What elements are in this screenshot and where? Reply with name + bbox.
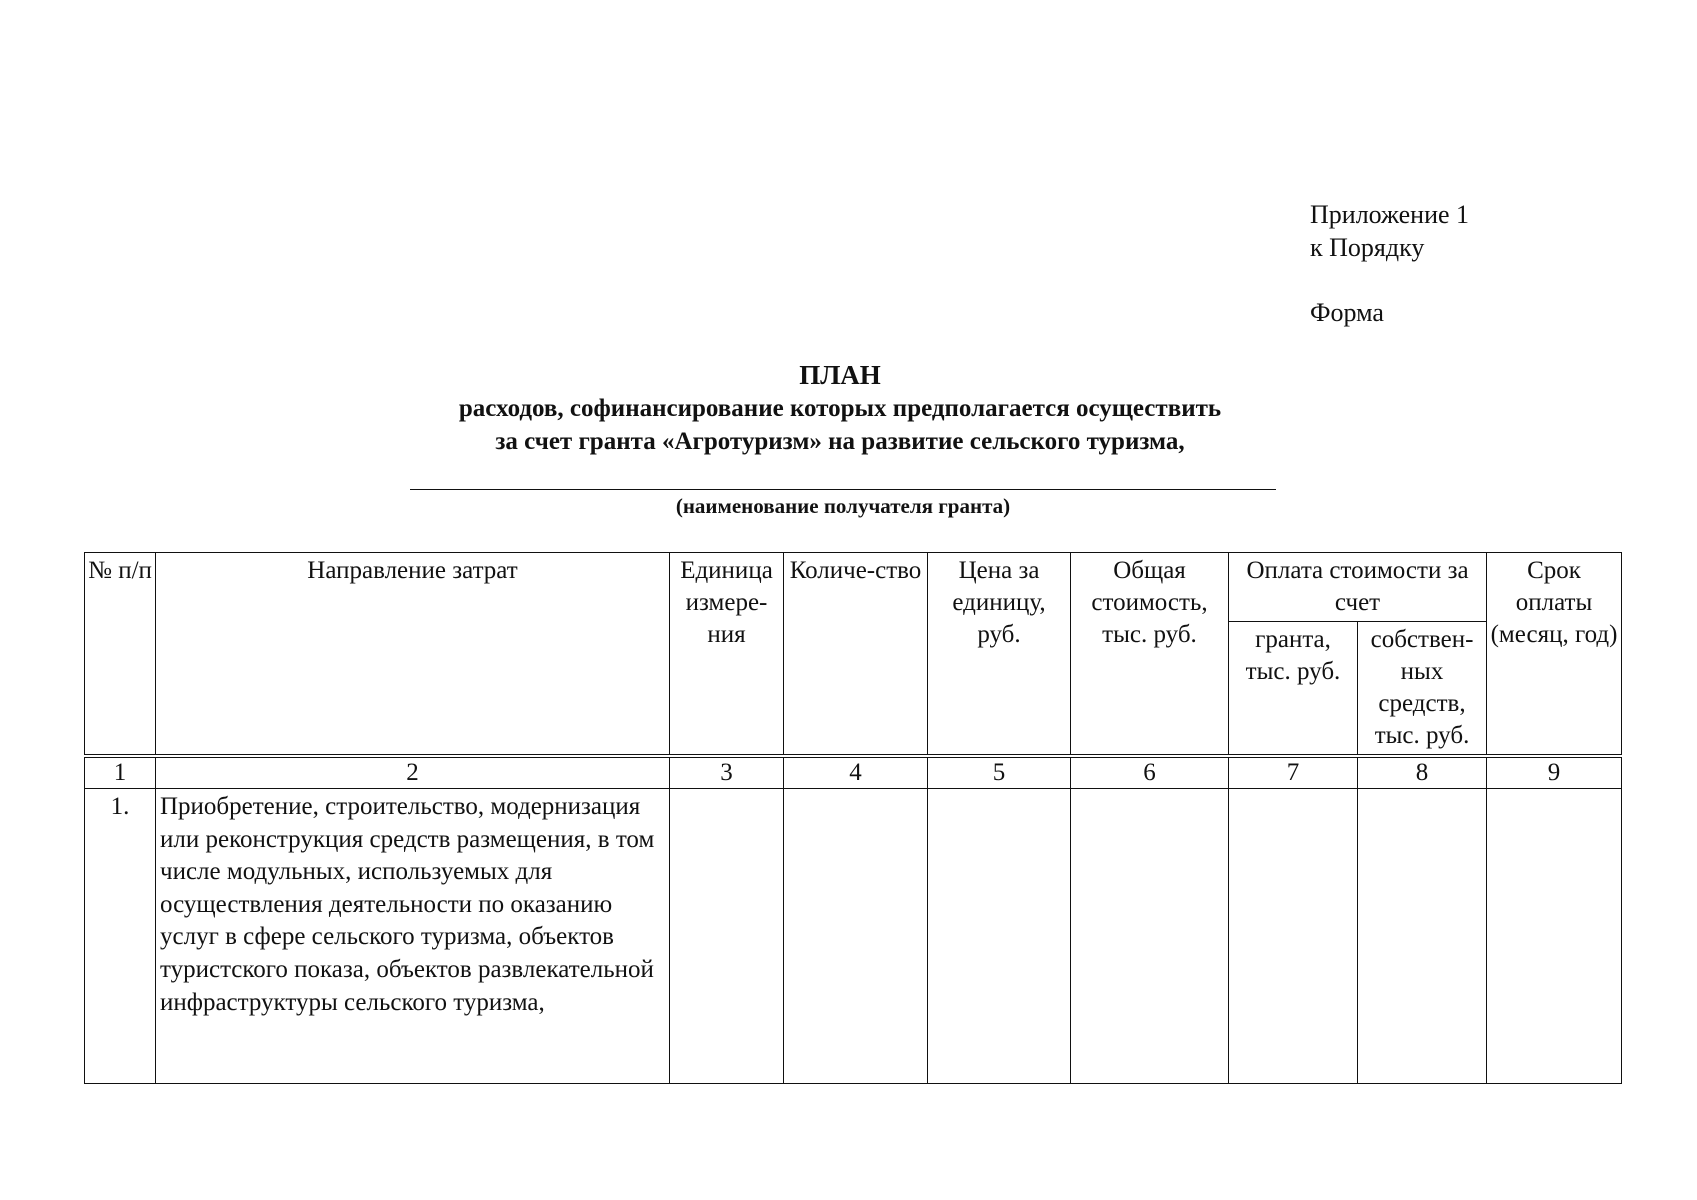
header-term: Срок оплаты (месяц, год) <box>1487 553 1622 757</box>
annex-block <box>1310 198 1469 329</box>
recipient-name-line <box>410 489 1276 490</box>
annex-line-1: Приложение 1 <box>1310 200 1470 229</box>
header-grant: гранта, тыс. руб. <box>1229 622 1358 757</box>
row-total <box>1071 789 1229 1084</box>
row-own-funds <box>1358 789 1487 1084</box>
plan-subtitle-line-2: за счет гранта «Агротуризм» на развитие сельского туризма, <box>495 428 1185 455</box>
annex-line-2: к Порядку <box>1310 233 1425 262</box>
plan-title: ПЛАН <box>799 360 881 390</box>
column-number: 7 <box>1229 756 1358 789</box>
column-number: 9 <box>1487 756 1622 789</box>
table-row <box>85 789 1622 1084</box>
row-num: 1. <box>85 789 156 1084</box>
row-grant <box>1229 789 1358 1084</box>
header-unit: Единица измере-ния <box>670 553 784 757</box>
row-direction: Приобретение, строительство, модернизация или реконструкция средств размещения, в том числе модульных, используемых для осуществления деятельности по оказанию услуг в сфере сельского туризма, объектов туристского показа, объектов развлекательной инфраструктуры сельского туризма, <box>156 789 670 1084</box>
header-price: Цена за единицу, руб. <box>928 553 1071 757</box>
column-number: 1 <box>85 756 156 789</box>
column-number-row <box>85 756 1622 789</box>
header-quantity: Количе-ство <box>784 553 928 757</box>
column-number: 4 <box>784 756 928 789</box>
row-quantity <box>784 789 928 1084</box>
expense-plan-table <box>84 552 1622 1084</box>
header-num: № п/п <box>85 553 156 757</box>
column-number: 2 <box>156 756 670 789</box>
header-total: Общая стоимость, тыс. руб. <box>1071 553 1229 757</box>
form-label: Форма <box>1310 298 1384 327</box>
row-unit <box>670 789 784 1084</box>
header-payment-group: Оплата стоимости за счет <box>1229 553 1487 622</box>
column-number: 8 <box>1358 756 1487 789</box>
column-number: 6 <box>1071 756 1229 789</box>
plan-subtitle-line-1: расходов, софинансирование которых предполагается осуществить <box>458 395 1222 422</box>
header-direction: Направление затрат <box>156 553 670 757</box>
column-number: 3 <box>670 756 784 789</box>
row-term <box>1487 789 1622 1084</box>
header-own-funds: собствен-ных средств, тыс. руб. <box>1358 622 1487 757</box>
row-price <box>928 789 1071 1084</box>
recipient-caption: (наименование получателя гранта) <box>675 494 1011 518</box>
column-number: 5 <box>928 756 1071 789</box>
